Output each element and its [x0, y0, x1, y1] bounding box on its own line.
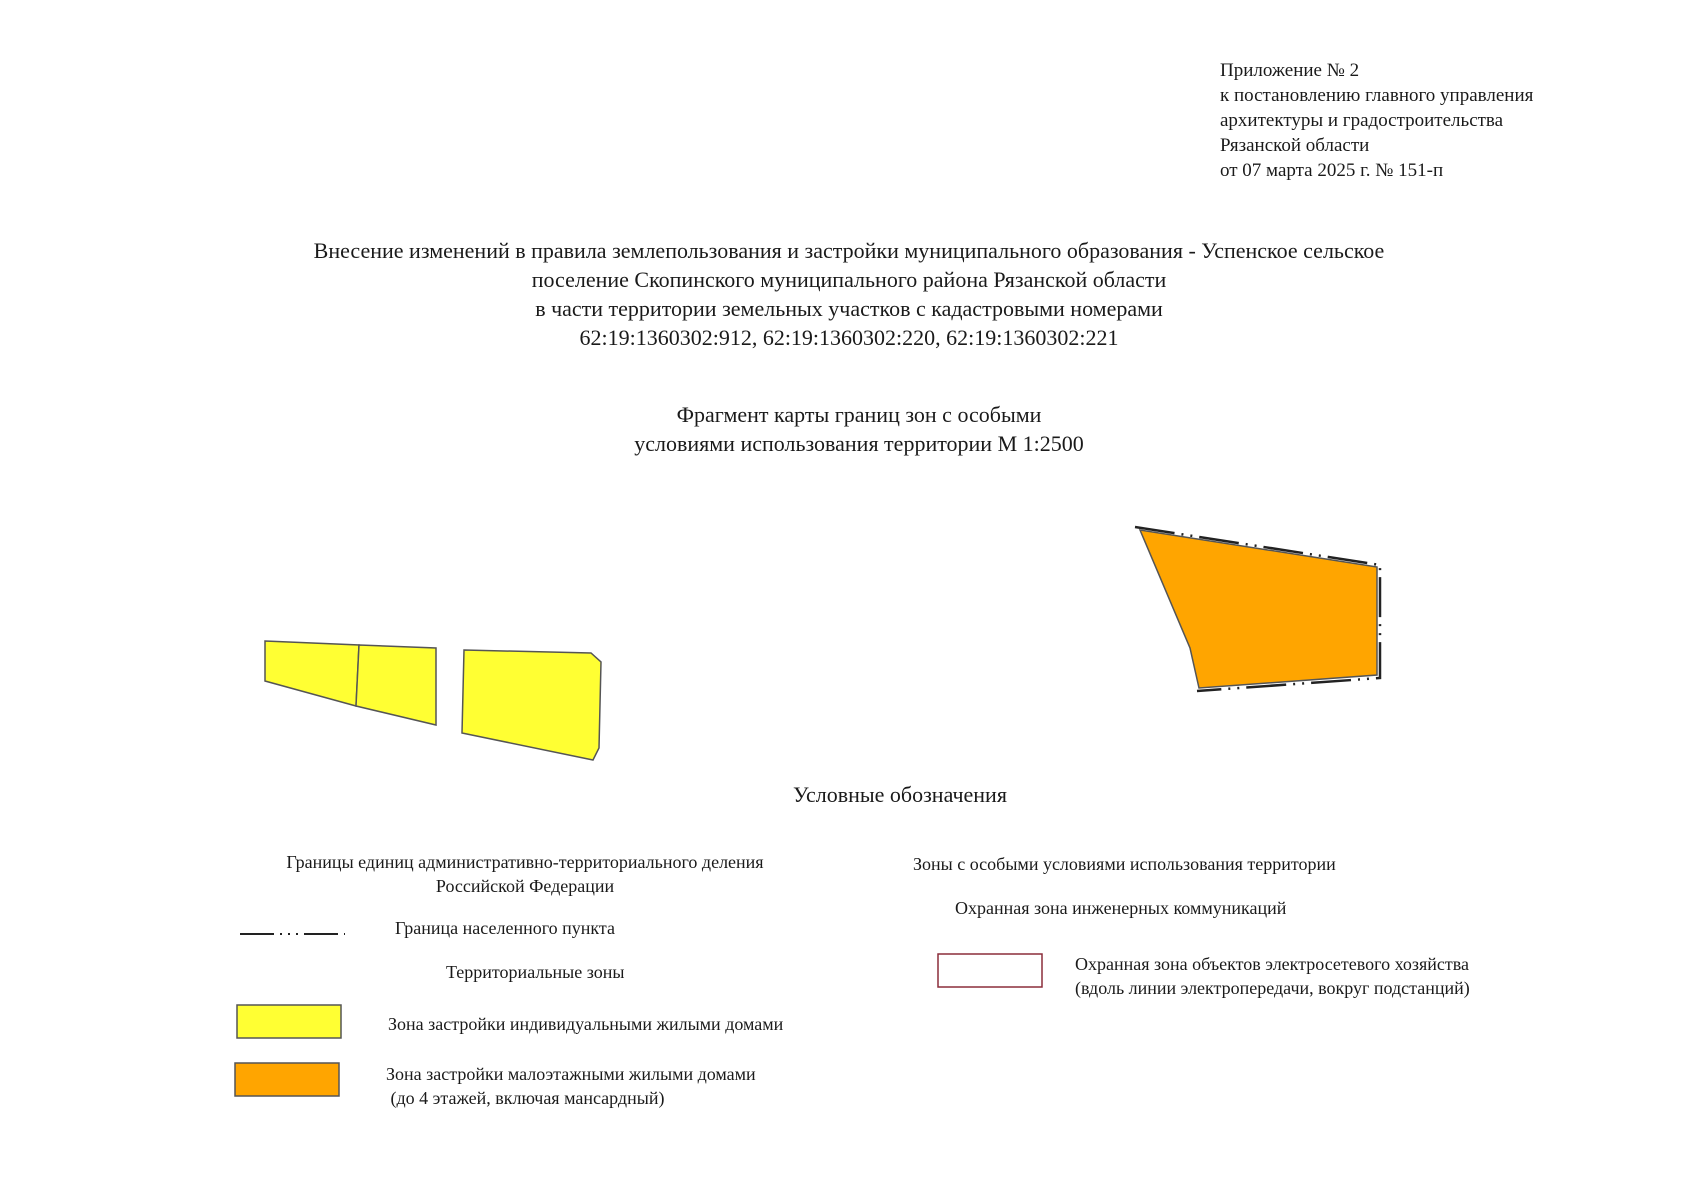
- legend-electric-zone-label: [1075, 952, 1470, 1000]
- legend-territorial-zones-heading: Территориальные зоны: [446, 962, 625, 982]
- legend-settlement-boundary-label: Граница населенного пункта: [395, 918, 615, 938]
- legend-zone-individual-label: Зона застройки индивидуальными жилыми домами: [388, 1014, 784, 1034]
- legend-electric-zone-line: Охранная зона объектов электросетевого хозяйства: [1075, 954, 1470, 974]
- legend-special-zones-heading: Зоны с особыми условиями использования территории: [913, 854, 1336, 874]
- legend-swatch-electric-zone: [938, 954, 1042, 987]
- appendix-line: Приложение № 2: [1220, 60, 1360, 81]
- parcel-individual-1: [265, 641, 359, 706]
- legend-admin-heading: [225, 850, 825, 898]
- parcel-lowrise: [1140, 530, 1377, 688]
- legend-title: Условные обозначения: [793, 782, 1007, 807]
- map-title-line: Фрагмент карты границ зон с особыми: [676, 402, 1042, 427]
- legend-zone-lowrise-line: (до 4 этажей, включая мансардный): [386, 1088, 665, 1108]
- appendix-line: к постановлению главного управления: [1220, 85, 1534, 106]
- legend-utility-zone-label: Охранная зона инженерных коммуникаций: [955, 898, 1287, 918]
- appendix-line: Рязанской области: [1220, 135, 1370, 156]
- appendix-line: от 07 марта 2025 г. № 151-п: [1220, 160, 1444, 181]
- legend-swatch-lowrise: [235, 1063, 339, 1096]
- legend-admin-heading-line: Границы единиц административно-территориального деления: [286, 852, 764, 872]
- legend-electric-zone-line: (вдоль линии электропередачи, вокруг подстанций): [1075, 978, 1470, 998]
- title-line: Внесение изменений в правила землепользования и застройки муниципального образования - Успенское сельское: [313, 238, 1385, 263]
- legend-swatch-individual: [237, 1005, 341, 1038]
- parcel-individual-3: [462, 650, 601, 760]
- legend-zone-lowrise-label: [386, 1062, 756, 1110]
- parcel-individual-2: [356, 645, 436, 725]
- appendix-line: архитектуры и градостроительства: [1220, 110, 1504, 131]
- title-line: в части территории земельных участков с кадастровыми номерами: [535, 296, 1163, 321]
- title-line: 62:19:1360302:912, 62:19:1360302:220, 62:19:1360302:221: [579, 325, 1119, 350]
- legend-zone-lowrise-line: Зона застройки малоэтажными жилыми домами: [386, 1064, 756, 1084]
- map-title-line: условиями использования территории М 1:2500: [634, 431, 1084, 456]
- title-line: поселение Скопинского муниципального района Рязанской области: [531, 267, 1167, 292]
- legend-admin-heading-line: Российской Федерации: [435, 876, 615, 896]
